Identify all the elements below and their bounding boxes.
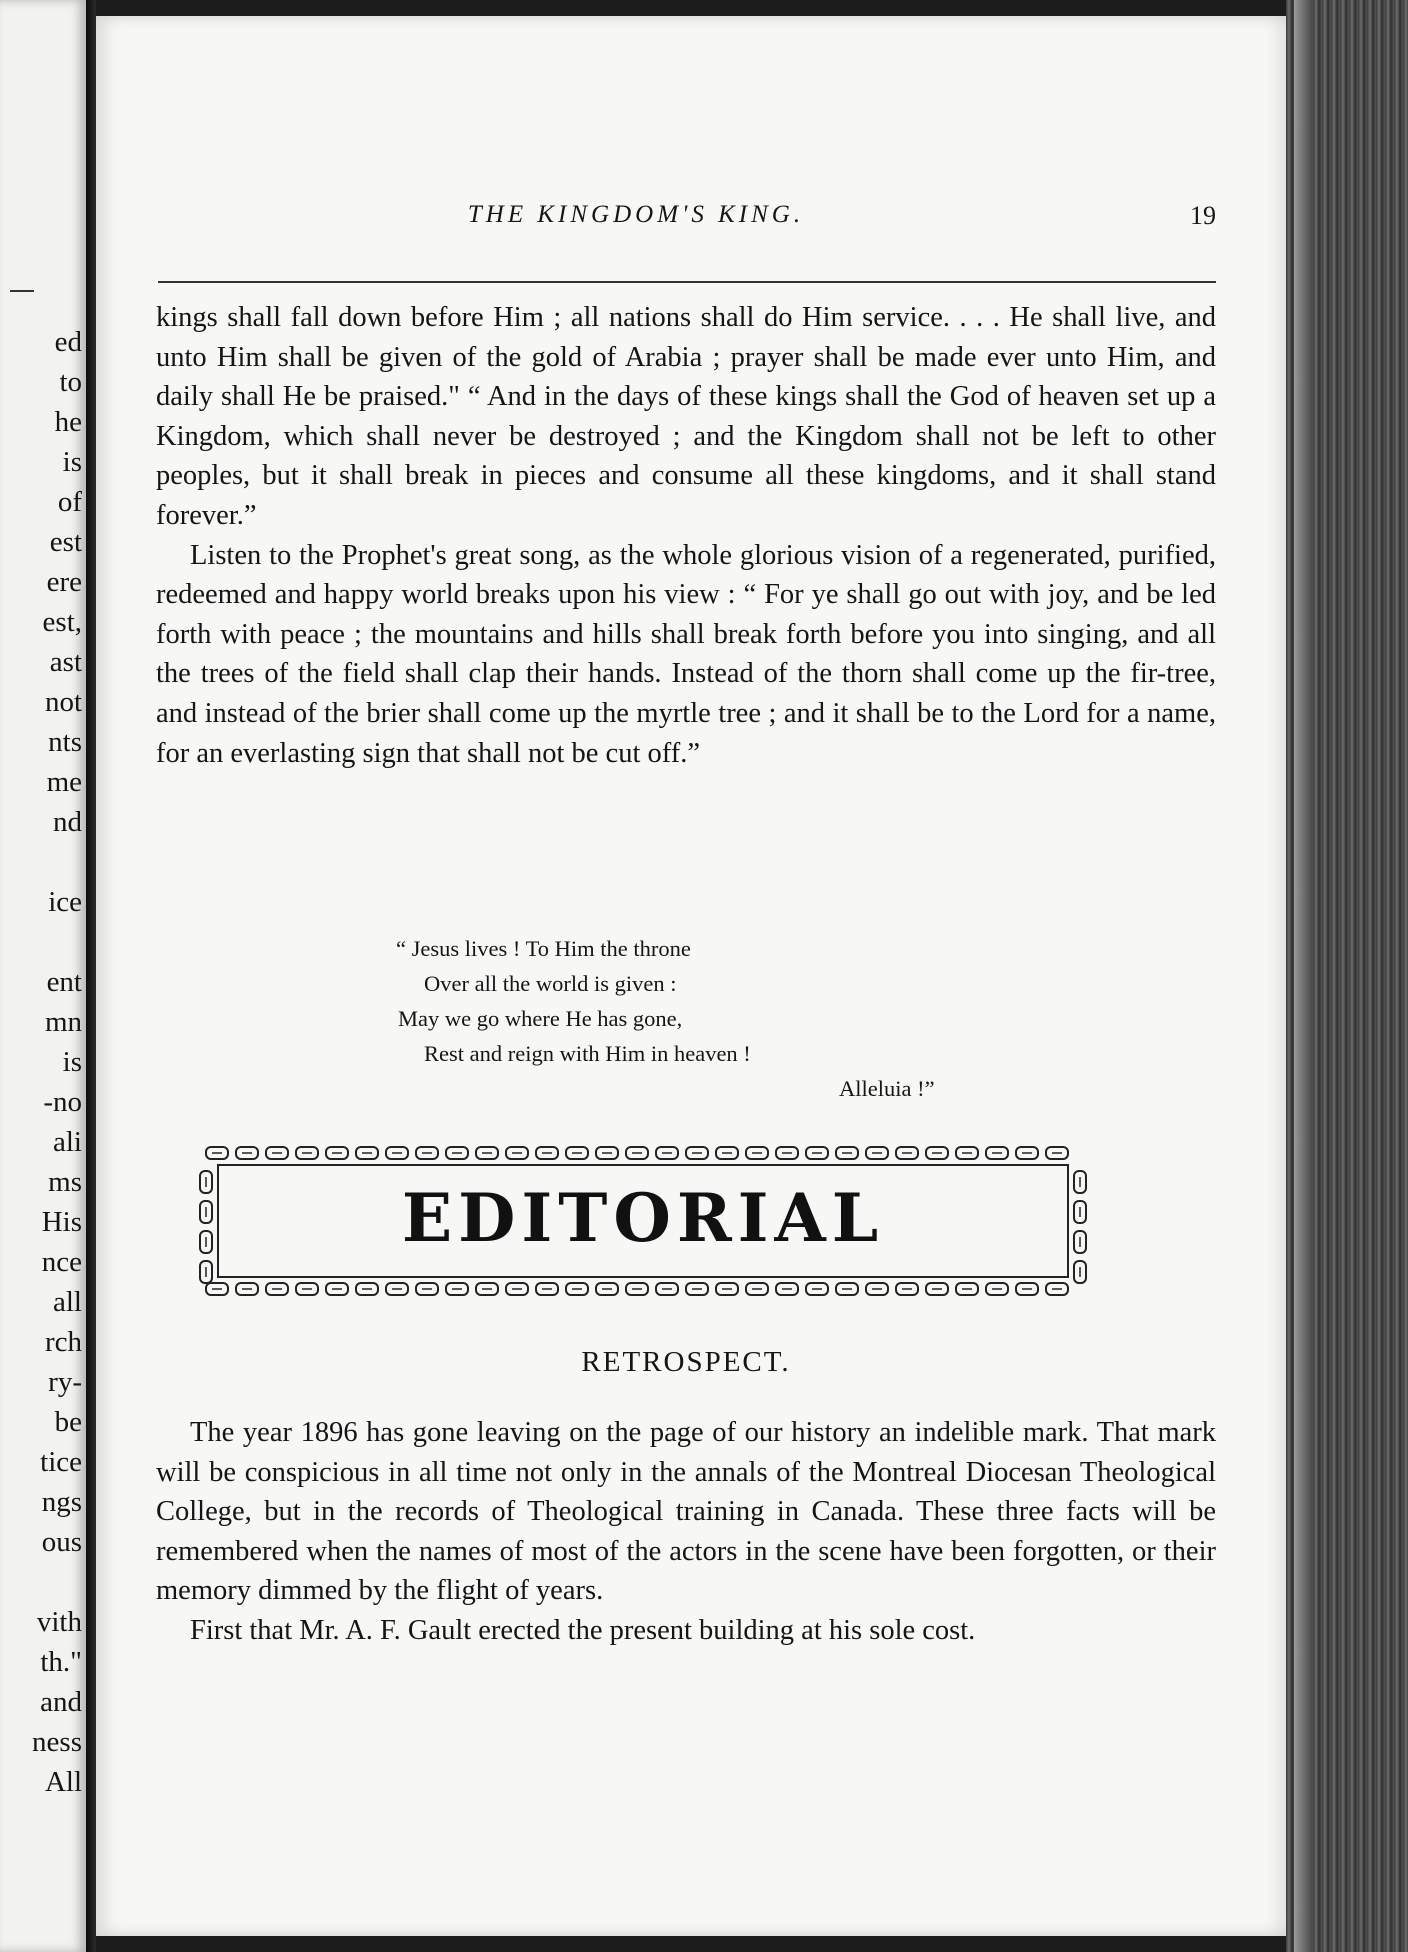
book-gutter [86,0,96,1952]
facing-page-fragment: ry- [48,1366,82,1398]
facing-page-fragment: he [54,406,82,438]
facing-page-fragment: rch [44,1326,82,1358]
facing-page-fragment: is [62,1046,82,1078]
hymn-verse [396,931,956,1106]
facing-page-fragment: ent [46,966,82,998]
facing-page-fragment: His [41,1206,82,1238]
facing-page-fragment: vith [36,1606,82,1638]
facing-page-fragment: nts [48,726,82,758]
page-number: 19 [1190,201,1216,230]
facing-page-fragment: ms [48,1166,82,1198]
section-heading: RETROSPECT. [581,1346,791,1378]
facing-page-fragment: All [44,1766,82,1798]
facing-page-fragment: ere [46,566,82,598]
facing-page-fragment: nd [53,806,82,838]
verse-line-2: Over all the world is given : [424,971,677,996]
facing-page-fragment: ali [53,1126,82,1158]
facing-page-fragment: and [40,1686,82,1718]
facing-page-fragment: is [62,446,82,478]
body-paragraph-2: Listen to the Prophet's great song, as the whole glorious vision of a regenerated, purified, redeemed and happy world breaks upon his view : “ For ye shall go out with joy, and be led forth with peace ; the mountains and hills shall break forth before you into singing, and all the trees of the field shall clap their hands. Instead of the thorn shall come up the fir-tree, and instead of the brier shall come up the myrtle tree ; and it shall be to the Lord for a name, for an everlasting sign that shall not be cut off.” [156,539,1216,769]
facing-page-fragment: all [53,1286,82,1318]
section-paragraph-1: The year 1896 has gone leaving on the page of our history an indelible mark. That mark will be conspicious in all time not only in the annals of the Montreal Diocesan Theological College, but in the records of Theological training in Canada. These three facts will be remembered when the names of most of the actors in the scene have been forgotten, or their memory dimmed by the flight of years. [156,1417,1216,1607]
page-edges [1286,0,1408,1952]
facing-page-fragment: ed [54,326,82,358]
editorial-banner [194,1141,1092,1301]
facing-page-fragment: est [49,526,82,558]
facing-page-fragment: me [46,766,82,798]
body-paragraph-1: kings shall fall down before Him ; all nations shall do Him service. . . . He shall live, and unto Him shall be given of the gold of Arabia ; prayer shall be made ever unto Him, and daily shall He be praised." “ And in the days of these kings shall the God of heaven set up a Kingdom, which shall never be destroyed ; and the Kingdom shall not be left to other peoples, but it shall break in pieces and consume all these kingdoms, and it shall stand forever.” [156,302,1216,531]
running-head-title: THE KINGDOM'S KING. [467,201,805,228]
running-head [156,201,1216,241]
section-paragraph-2: First that Mr. A. F. Gault erected the present building at his sole cost. [190,1614,976,1646]
facing-page-fragment: ous [41,1526,82,1558]
verse-line-3: May we go where He has gone, [398,1006,683,1031]
facing-page-fragment: est, [42,606,82,638]
facing-page-fragment: not [44,686,82,718]
facing-page-fragment: of [57,486,82,518]
facing-page-rule [10,290,34,292]
facing-page-fragment: ness [32,1726,82,1758]
verse-line-4: Rest and reign with Him in heaven ! [424,1041,751,1066]
facing-page-fragment: mn [44,1006,82,1038]
facing-page-fragment: th." [40,1646,82,1678]
facing-page-edge [0,0,86,1952]
facing-page-fragment: ast [49,646,82,678]
facing-page-fragment: ice [48,886,82,918]
body-text [156,298,1216,773]
facing-page-fragment: be [54,1406,82,1438]
facing-page-fragment: to [59,366,82,398]
header-rule [158,281,1216,283]
facing-page-fragment: ngs [41,1486,82,1518]
verse-line-1: “ Jesus lives ! To Him the throne [396,936,691,961]
section-text [156,1413,1216,1651]
facing-page-fragment: tice [40,1446,82,1478]
facing-page-fragment: -no [43,1086,82,1118]
verse-line-5: Alleluia !” [839,1076,935,1101]
banner-title: EDITORIAL [401,1179,885,1257]
facing-page-fragment: nce [41,1246,82,1278]
book-page [96,16,1286,1936]
